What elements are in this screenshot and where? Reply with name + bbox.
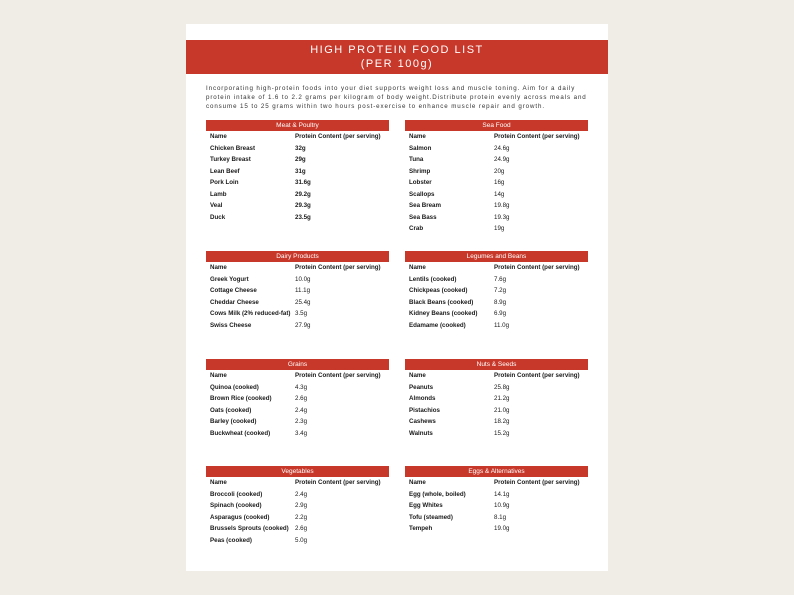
food-name: Greek Yogurt [210, 275, 249, 283]
protein-value: 16g [494, 179, 505, 186]
food-name: Walnuts [409, 429, 433, 437]
section-sea-food [405, 120, 588, 235]
protein-value: 18.2g [494, 418, 510, 425]
section-heading: Vegetables [206, 466, 389, 477]
food-name: Edamame (cooked) [409, 321, 466, 329]
section-heading: Sea Food [405, 120, 588, 131]
food-name: Pork Loin [210, 179, 239, 186]
table-row [206, 512, 389, 524]
col-protein-header: Protein Content (per serving) [295, 264, 381, 271]
table-row [405, 523, 588, 535]
section-heading: Legumes and Beans [405, 251, 588, 262]
food-name: Veal [210, 202, 223, 209]
table-row [206, 308, 389, 320]
protein-value: 19.3g [494, 213, 510, 221]
food-name: Kidney Beans (cooked) [409, 310, 478, 317]
protein-value: 27.9g [295, 321, 311, 329]
food-name: Lean Beef [210, 167, 240, 175]
col-protein-header: Protein Content (per serving) [295, 479, 381, 486]
food-name: Spinach (cooked) [210, 502, 262, 509]
table-row [206, 405, 389, 417]
protein-value: 10.9g [494, 502, 510, 509]
col-name-header: Name [409, 372, 426, 379]
table-row [206, 166, 389, 178]
protein-value: 11.0g [494, 321, 510, 329]
table-row [405, 416, 588, 428]
protein-value: 2.3g [295, 418, 308, 425]
table-row [405, 143, 588, 155]
table-row [206, 297, 389, 309]
protein-value: 14g [494, 190, 505, 198]
page-subtitle: (PER 100g) [360, 58, 434, 70]
col-name-header: Name [409, 264, 426, 271]
protein-value: 2.4g [295, 490, 308, 498]
table-row [206, 489, 389, 501]
table-row [405, 285, 588, 297]
food-name: Cashews [409, 418, 436, 425]
protein-value: 19g [494, 225, 505, 232]
col-protein-header: Protein Content (per serving) [295, 133, 381, 140]
protein-value: 20g [494, 167, 505, 175]
table-row [405, 200, 588, 212]
section-heading: Grains [206, 359, 389, 370]
table-row [405, 405, 588, 417]
protein-value: 19.8g [494, 202, 510, 209]
table-row [206, 200, 389, 212]
column-headers [405, 370, 588, 382]
food-name: Lentils (cooked) [409, 275, 457, 283]
col-name-header: Name [409, 133, 426, 140]
table-row [405, 512, 588, 524]
protein-value: 24.9g [494, 156, 510, 163]
food-name: Egg Whites [409, 502, 443, 509]
section-heading: Eggs & Alternatives [405, 466, 588, 477]
protein-value: 23.5g [295, 213, 311, 221]
food-name: Brown Rice (cooked) [210, 395, 272, 402]
protein-value: 29.3g [295, 202, 311, 209]
table-row [405, 212, 588, 224]
table-row [405, 166, 588, 178]
section-meat-poultry [206, 120, 389, 223]
protein-value: 11.1g [295, 287, 311, 294]
food-name: Egg (whole, boiled) [409, 490, 466, 498]
food-name: Cottage Cheese [210, 287, 257, 294]
table-row [206, 143, 389, 155]
protein-value: 31g [295, 167, 306, 175]
table-row [206, 416, 389, 428]
food-name: Peas (cooked) [210, 536, 252, 544]
section-legumes-beans [405, 251, 588, 331]
food-name: Lamb [210, 190, 227, 198]
table-row [206, 393, 389, 405]
food-name: Turkey Breast [210, 156, 251, 163]
column-headers [206, 477, 389, 489]
food-name: Sea Bream [409, 202, 441, 209]
col-protein-header: Protein Content (per serving) [494, 264, 580, 271]
protein-value: 2.9g [295, 502, 308, 509]
table-row [206, 382, 389, 394]
table-row [405, 189, 588, 201]
section-eggs-alternatives [405, 466, 588, 535]
protein-value: 5.0g [295, 536, 308, 544]
column-headers [405, 477, 588, 489]
protein-value: 10.0g [295, 275, 311, 283]
col-protein-header: Protein Content (per serving) [494, 479, 580, 486]
food-name: Swiss Cheese [210, 321, 252, 329]
table-row [206, 523, 389, 535]
protein-value: 25.8g [494, 383, 510, 391]
table-row [206, 177, 389, 189]
table-row [405, 489, 588, 501]
food-name: Brussels Sprouts (cooked) [210, 525, 289, 532]
section-heading: Nuts & Seeds [405, 359, 588, 370]
protein-value: 31.6g [295, 179, 311, 186]
table-row [206, 274, 389, 286]
food-name: Cheddar Cheese [210, 298, 259, 306]
table-row [405, 320, 588, 332]
food-name: Tuna [409, 156, 424, 163]
table-row [405, 428, 588, 440]
protein-value: 19.0g [494, 525, 510, 532]
protein-value: 21.0g [494, 406, 510, 414]
food-name: Chicken Breast [210, 144, 256, 152]
table-row [206, 500, 389, 512]
document-page [186, 24, 608, 571]
food-name: Broccoli (cooked) [210, 490, 263, 498]
protein-value: 29g [295, 156, 306, 163]
protein-value: 25.4g [295, 298, 311, 306]
col-protein-header: Protein Content (per serving) [494, 133, 580, 140]
col-name-header: Name [210, 133, 227, 140]
protein-value: 2.6g [295, 525, 308, 532]
col-protein-header: Protein Content (per serving) [295, 372, 381, 379]
food-name: Tempeh [409, 525, 433, 532]
column-headers [405, 131, 588, 143]
table-row [405, 500, 588, 512]
column-headers [405, 262, 588, 274]
protein-value: 3.5g [295, 310, 308, 317]
food-name: Buckwheat (cooked) [210, 429, 271, 437]
table-row [405, 297, 588, 309]
protein-value: 24.6g [494, 144, 510, 152]
column-headers [206, 131, 389, 143]
food-name: Lobster [409, 179, 432, 186]
table-row [206, 320, 389, 332]
protein-value: 2.2g [295, 513, 308, 521]
table-row [206, 535, 389, 547]
food-name: Black Beans (cooked) [409, 298, 474, 306]
protein-value: 8.9g [494, 298, 507, 306]
protein-value: 2.6g [295, 395, 308, 402]
table-row [405, 223, 588, 235]
protein-value: 8.1g [494, 513, 507, 521]
food-name: Shrimp [409, 167, 431, 175]
section-heading: Dairy Products [206, 251, 389, 262]
section-heading: Meat & Poultry [206, 120, 389, 131]
intro-paragraph: Incorporating high-protein foods into your diet supports weight loss and muscle toning. Aim for a daily protein intake of 1.6 to 2.2 grams per kilogram of body weight.Distribute protein evenly across meals and consume 15 to 25 grams within two hours post-exercise to enhance muscle repair and growth. [206, 85, 587, 110]
protein-value: 3.4g [295, 429, 308, 437]
col-name-header: Name [210, 372, 227, 379]
section-grains [206, 359, 389, 439]
protein-value: 7.6g [494, 275, 507, 283]
table-row [206, 285, 389, 297]
table-row [405, 274, 588, 286]
section-vegetables [206, 466, 389, 546]
table-row [206, 189, 389, 201]
food-name: Almonds [409, 395, 436, 402]
col-name-header: Name [210, 479, 227, 486]
food-name: Salmon [409, 144, 432, 152]
protein-value: 2.4g [295, 406, 308, 414]
table-row [206, 212, 389, 224]
food-name: Pistachios [409, 406, 440, 414]
food-name: Chickpeas (cooked) [409, 287, 468, 294]
title-banner [186, 40, 608, 74]
table-row [405, 382, 588, 394]
table-row [405, 177, 588, 189]
protein-value: 15.2g [494, 429, 510, 437]
protein-value: 4.3g [295, 383, 308, 391]
food-name: Cows Milk (2% reduced-fat) [210, 310, 291, 317]
protein-value: 21.2g [494, 395, 510, 402]
protein-value: 32g [295, 144, 306, 152]
col-protein-header: Protein Content (per serving) [494, 372, 580, 379]
table-row [206, 428, 389, 440]
section-dairy-products [206, 251, 389, 331]
food-name: Asparagus (cooked) [210, 513, 270, 521]
food-name: Peanuts [409, 383, 434, 391]
column-headers [206, 370, 389, 382]
col-name-header: Name [409, 479, 426, 486]
food-name: Scallops [409, 190, 435, 198]
food-name: Sea Bass [409, 213, 437, 221]
table-row [405, 308, 588, 320]
protein-value: 29.2g [295, 190, 311, 198]
food-name: Tofu (steamed) [409, 513, 453, 521]
table-row [405, 393, 588, 405]
column-headers [206, 262, 389, 274]
food-name: Quinoa (cooked) [210, 383, 259, 391]
food-name: Barley (cooked) [210, 418, 257, 425]
section-nuts-seeds [405, 359, 588, 439]
food-name: Oats (cooked) [210, 406, 252, 414]
protein-value: 7.2g [494, 287, 507, 294]
food-name: Duck [210, 213, 226, 221]
page-title: HIGH PROTEIN FOOD LIST [310, 44, 484, 56]
protein-value: 6.9g [494, 310, 507, 317]
col-name-header: Name [210, 264, 227, 271]
food-name: Crab [409, 225, 424, 232]
protein-value: 14.1g [494, 490, 510, 498]
table-row [206, 154, 389, 166]
table-row [405, 154, 588, 166]
